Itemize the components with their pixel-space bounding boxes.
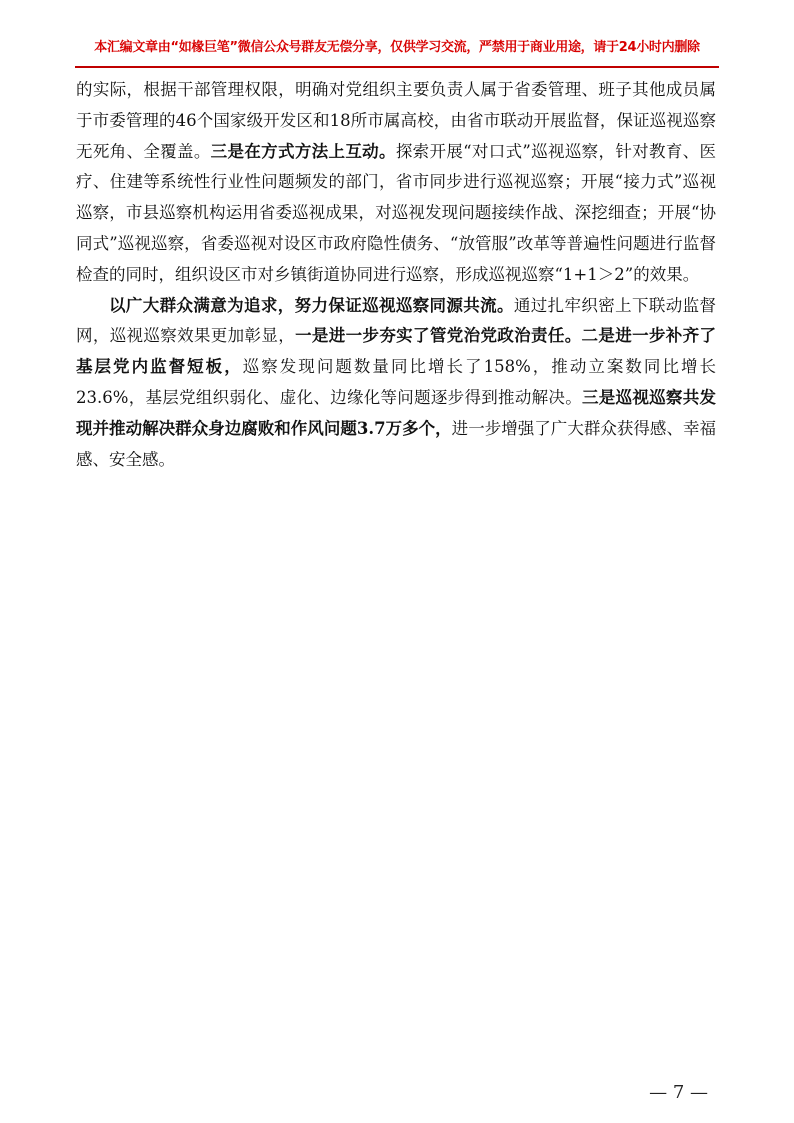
paragraph-mass-satisfaction <box>76 291 716 476</box>
bold-heading-mass-satisfaction: 以广大群众满意为追求，努力保证巡视巡察同源共流。 <box>109 295 514 315</box>
page-number: — 7 — <box>649 1082 708 1103</box>
paragraph-text: 通过扎牢织密上下联动监督网，巡视巡察效果更加彰显， <box>76 295 717 346</box>
paragraph-continuation <box>76 75 716 291</box>
paragraph-text: 进一步增强了广大群众获得感、幸福感、安全感。 <box>76 418 716 469</box>
paragraph-text: 探索开展“对口式”巡视巡察，针对教育、医疗、住建等系统性行业性问题频发的部门，省市同步进行巡视巡察；开展“接力式”巡视巡察，市县巡察机构运用省委巡视成果，对巡视发现问题接续作战、深挖细查；开展“协同式”巡视巡察，省委巡视对设区市政府隐性债务、“放管服”改革等普遍性问题进行监督检查的同时，组织设区市对乡镇街道协同进行巡察，形成巡视巡察“1+1＞2”的效果。 <box>76 141 717 284</box>
bold-point-third: 三是巡视巡察共发现并推动解决群众身边腐败和作风问题3.7万多个， <box>76 387 717 438</box>
bold-point-first-second: 一是进一步夯实了管党治党政治责任。二是进一步补齐了基层党内监督短板， <box>76 326 717 377</box>
document-body <box>76 75 716 475</box>
bold-heading-third-interaction: 三是在方式方法上互动。 <box>210 141 396 161</box>
copyright-notice-banner: 本汇编文章由“如椽巨笔”微信公众号群友无偿分享，仅供学习交流，严禁用于商业用途，请于24小时内删除 <box>75 36 719 68</box>
paragraph-text: 的实际，根据干部管理权限，明确对党组织主要负责人属于省委管理、班子其他成员属于市委管理的46个国家级开发区和18所市属高校，由省市联动开展监督，保证巡视巡察无死角、全覆盖。 <box>76 80 716 161</box>
paragraph-text: 巡察发现问题数量同比增长了158%，推动立案数同比增长23.6%，基层党组织弱化、虚化、边缘化等问题逐步得到推动解决。 <box>76 357 717 407</box>
